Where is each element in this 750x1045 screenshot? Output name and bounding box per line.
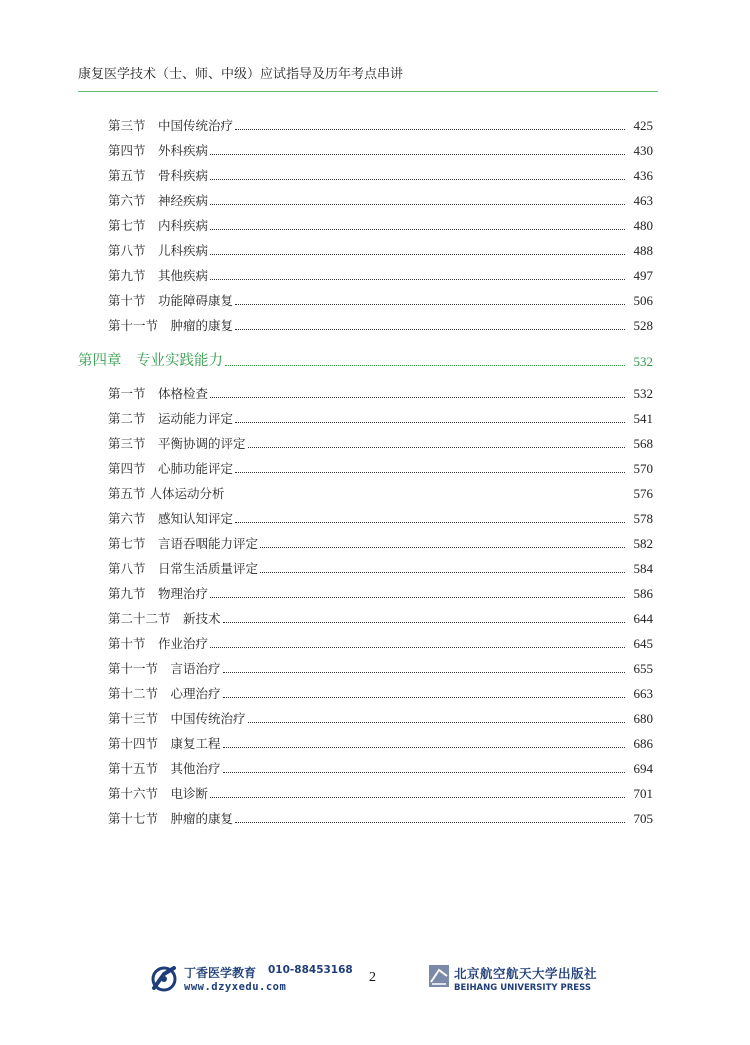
toc-entry[interactable] [108,457,653,477]
toc-entry[interactable] [108,114,653,134]
beihang-press-icon [428,964,450,988]
toc-entry[interactable] [108,557,653,577]
dingxiang-logo [150,962,353,996]
toc-entry-page: 463 [633,193,653,208]
toc-leader-dots [235,128,625,130]
toc-entry[interactable] [108,239,653,259]
toc-entry-page: 582 [633,536,653,551]
toc-entry-label: 第八节 儿科疾病 [108,243,209,258]
toc-entry-label: 第十二节 心理治疗 [108,686,221,701]
toc-entry-label: 第十七节 肿瘤的康复 [108,811,234,826]
toc-leader-dots [226,497,625,498]
toc-entry[interactable] [108,214,653,234]
toc-leader-dots [260,571,625,573]
toc-entry-label: 第八节 日常生活质量评定 [108,561,259,576]
toc-entry-page: 436 [633,168,653,183]
toc-leader-dots [210,178,625,180]
toc-entry-page: 488 [633,243,653,258]
toc-entry[interactable] [108,482,653,502]
toc-leader-dots [210,396,625,398]
toc-entry[interactable] [108,139,653,159]
toc-entry-page: 705 [633,811,653,826]
toc-entry-page: 645 [633,636,653,651]
toc-entry[interactable] [108,607,653,627]
toc-entry-page: 586 [633,586,653,601]
toc-entry-page: 430 [633,143,653,158]
dingxiang-logo-icon [150,964,182,992]
toc-entry-label: 第四节 心肺功能评定 [108,461,234,476]
toc-entry-page: 532 [633,386,653,401]
toc-entry[interactable] [108,382,653,402]
toc-leader-dots [210,796,625,798]
toc-entry-label: 第十一节 肿瘤的康复 [108,318,234,333]
toc-entry[interactable] [108,682,653,702]
toc-entry[interactable] [108,807,653,827]
toc-entry-page: 694 [633,761,653,776]
toc-entry-label: 第九节 物理治疗 [108,586,209,601]
toc-entry[interactable] [108,507,653,527]
toc-leader-dots [210,253,625,255]
toc-entry-label: 第三节 中国传统治疗 [108,118,234,133]
toc-leader-dots [235,471,625,473]
toc-entry-page: 532 [633,354,653,369]
toc-entry[interactable] [108,407,653,427]
toc-leader-dots [210,228,625,230]
page-number: 2 [369,970,376,985]
toc-entry[interactable] [108,314,653,334]
dingxiang-logo-name: 丁香医学教育 [184,966,257,980]
page-footer [0,962,750,1002]
toc-leader-dots [248,721,625,723]
header-divider [78,91,658,92]
toc-leader-dots [210,278,625,280]
toc-leader-dots [223,746,625,748]
toc-entry-label: 第五节 骨科疾病 [108,168,209,183]
toc-entry-page: 680 [633,711,653,726]
toc-entry[interactable] [108,707,653,727]
toc-leader-dots [235,521,625,523]
toc-entry-page: 506 [633,293,653,308]
toc-entry-page: 663 [633,686,653,701]
toc-entry-page: 655 [633,661,653,676]
toc-leader-dots [260,546,625,548]
toc-entry-label: 第十一节 言语治疗 [108,661,221,676]
toc-entry-label: 第五节 人体运动分析 [108,486,225,501]
toc-entry-label: 第六节 感知认知评定 [108,511,234,526]
toc-entry-page: 425 [633,118,653,133]
toc-entry-page: 686 [633,736,653,751]
toc-entry-page: 584 [633,561,653,576]
toc-leader-dots [223,671,625,673]
toc-entry-page: 570 [633,461,653,476]
toc-leader-dots [235,421,625,423]
toc-entry-page: 528 [633,318,653,333]
toc-entry-label: 第四章 专业实践能力 [78,353,223,369]
dingxiang-phone: 010-88453168 [268,964,353,976]
toc-entry-label: 第七节 言语吞咽能力评定 [108,536,259,551]
toc-entry-page: 644 [633,611,653,626]
toc-entry-label: 第十三节 中国传统治疗 [108,711,246,726]
toc-entry-label: 第二节 运动能力评定 [108,411,234,426]
toc-entry-label: 第三节 平衡协调的评定 [108,436,246,451]
toc-entry[interactable] [108,782,653,802]
toc-entry-page: 480 [633,218,653,233]
toc-entry-label: 第二十二节 新技术 [108,611,221,626]
toc-entry-label: 第四节 外科疾病 [108,143,209,158]
toc-entry-label: 第七节 内科疾病 [108,218,209,233]
toc-entry-label: 第十六节 电诊断 [108,786,209,801]
toc-leader-dots [210,153,625,155]
toc-entry-page: 576 [633,486,653,501]
toc-entry-label: 第九节 其他疾病 [108,268,209,283]
toc-entry-label: 第六节 神经疾病 [108,193,209,208]
toc-entry-label: 第一节 体格检查 [108,386,209,401]
toc-leader-dots [210,203,625,205]
toc-entry[interactable] [108,732,653,752]
beihang-press-name: 北京航空航天大学出版社 [454,966,598,981]
toc-entry[interactable] [108,657,653,677]
toc-entry-label: 第十五节 其他治疗 [108,761,221,776]
toc-entry-page: 578 [633,511,653,526]
toc-entry-page: 541 [633,411,653,426]
toc-leader-dots [235,303,625,305]
toc-entry[interactable] [108,264,653,284]
toc-leader-dots [223,771,625,773]
toc-chapter-heading[interactable] [78,350,653,370]
toc-entry[interactable] [108,632,653,652]
beihang-press-logo [428,964,608,998]
toc-leader-dots [248,446,625,448]
toc-entry[interactable] [108,757,653,777]
toc-leader-dots [223,621,625,623]
toc-entry-label: 第十四节 康复工程 [108,736,221,751]
toc-entry-page: 701 [633,786,653,801]
toc-entry[interactable] [108,582,653,602]
toc-entry[interactable] [108,164,653,184]
dingxiang-url: www.dzyxedu.com [184,981,287,993]
toc-leader-dots [235,328,625,330]
toc-leader-dots [225,364,625,366]
toc-leader-dots [223,696,625,698]
running-header: 康复医学技术（士、师、中级）应试指导及历年考点串讲 [78,67,404,82]
toc-leader-dots [235,821,625,823]
toc-entry-page: 568 [633,436,653,451]
toc-leader-dots [210,646,625,648]
toc-entry[interactable] [108,189,653,209]
toc-entry[interactable] [108,289,653,309]
toc-entry-label: 第十节 功能障碍康复 [108,293,234,308]
toc-entry[interactable] [108,432,653,452]
toc-entry-page: 497 [633,268,653,283]
toc-entry[interactable] [108,532,653,552]
beihang-press-english: BEIHANG UNIVERSITY PRESS [454,983,591,993]
toc-leader-dots [210,596,625,598]
toc-entry-label: 第十节 作业治疗 [108,636,209,651]
